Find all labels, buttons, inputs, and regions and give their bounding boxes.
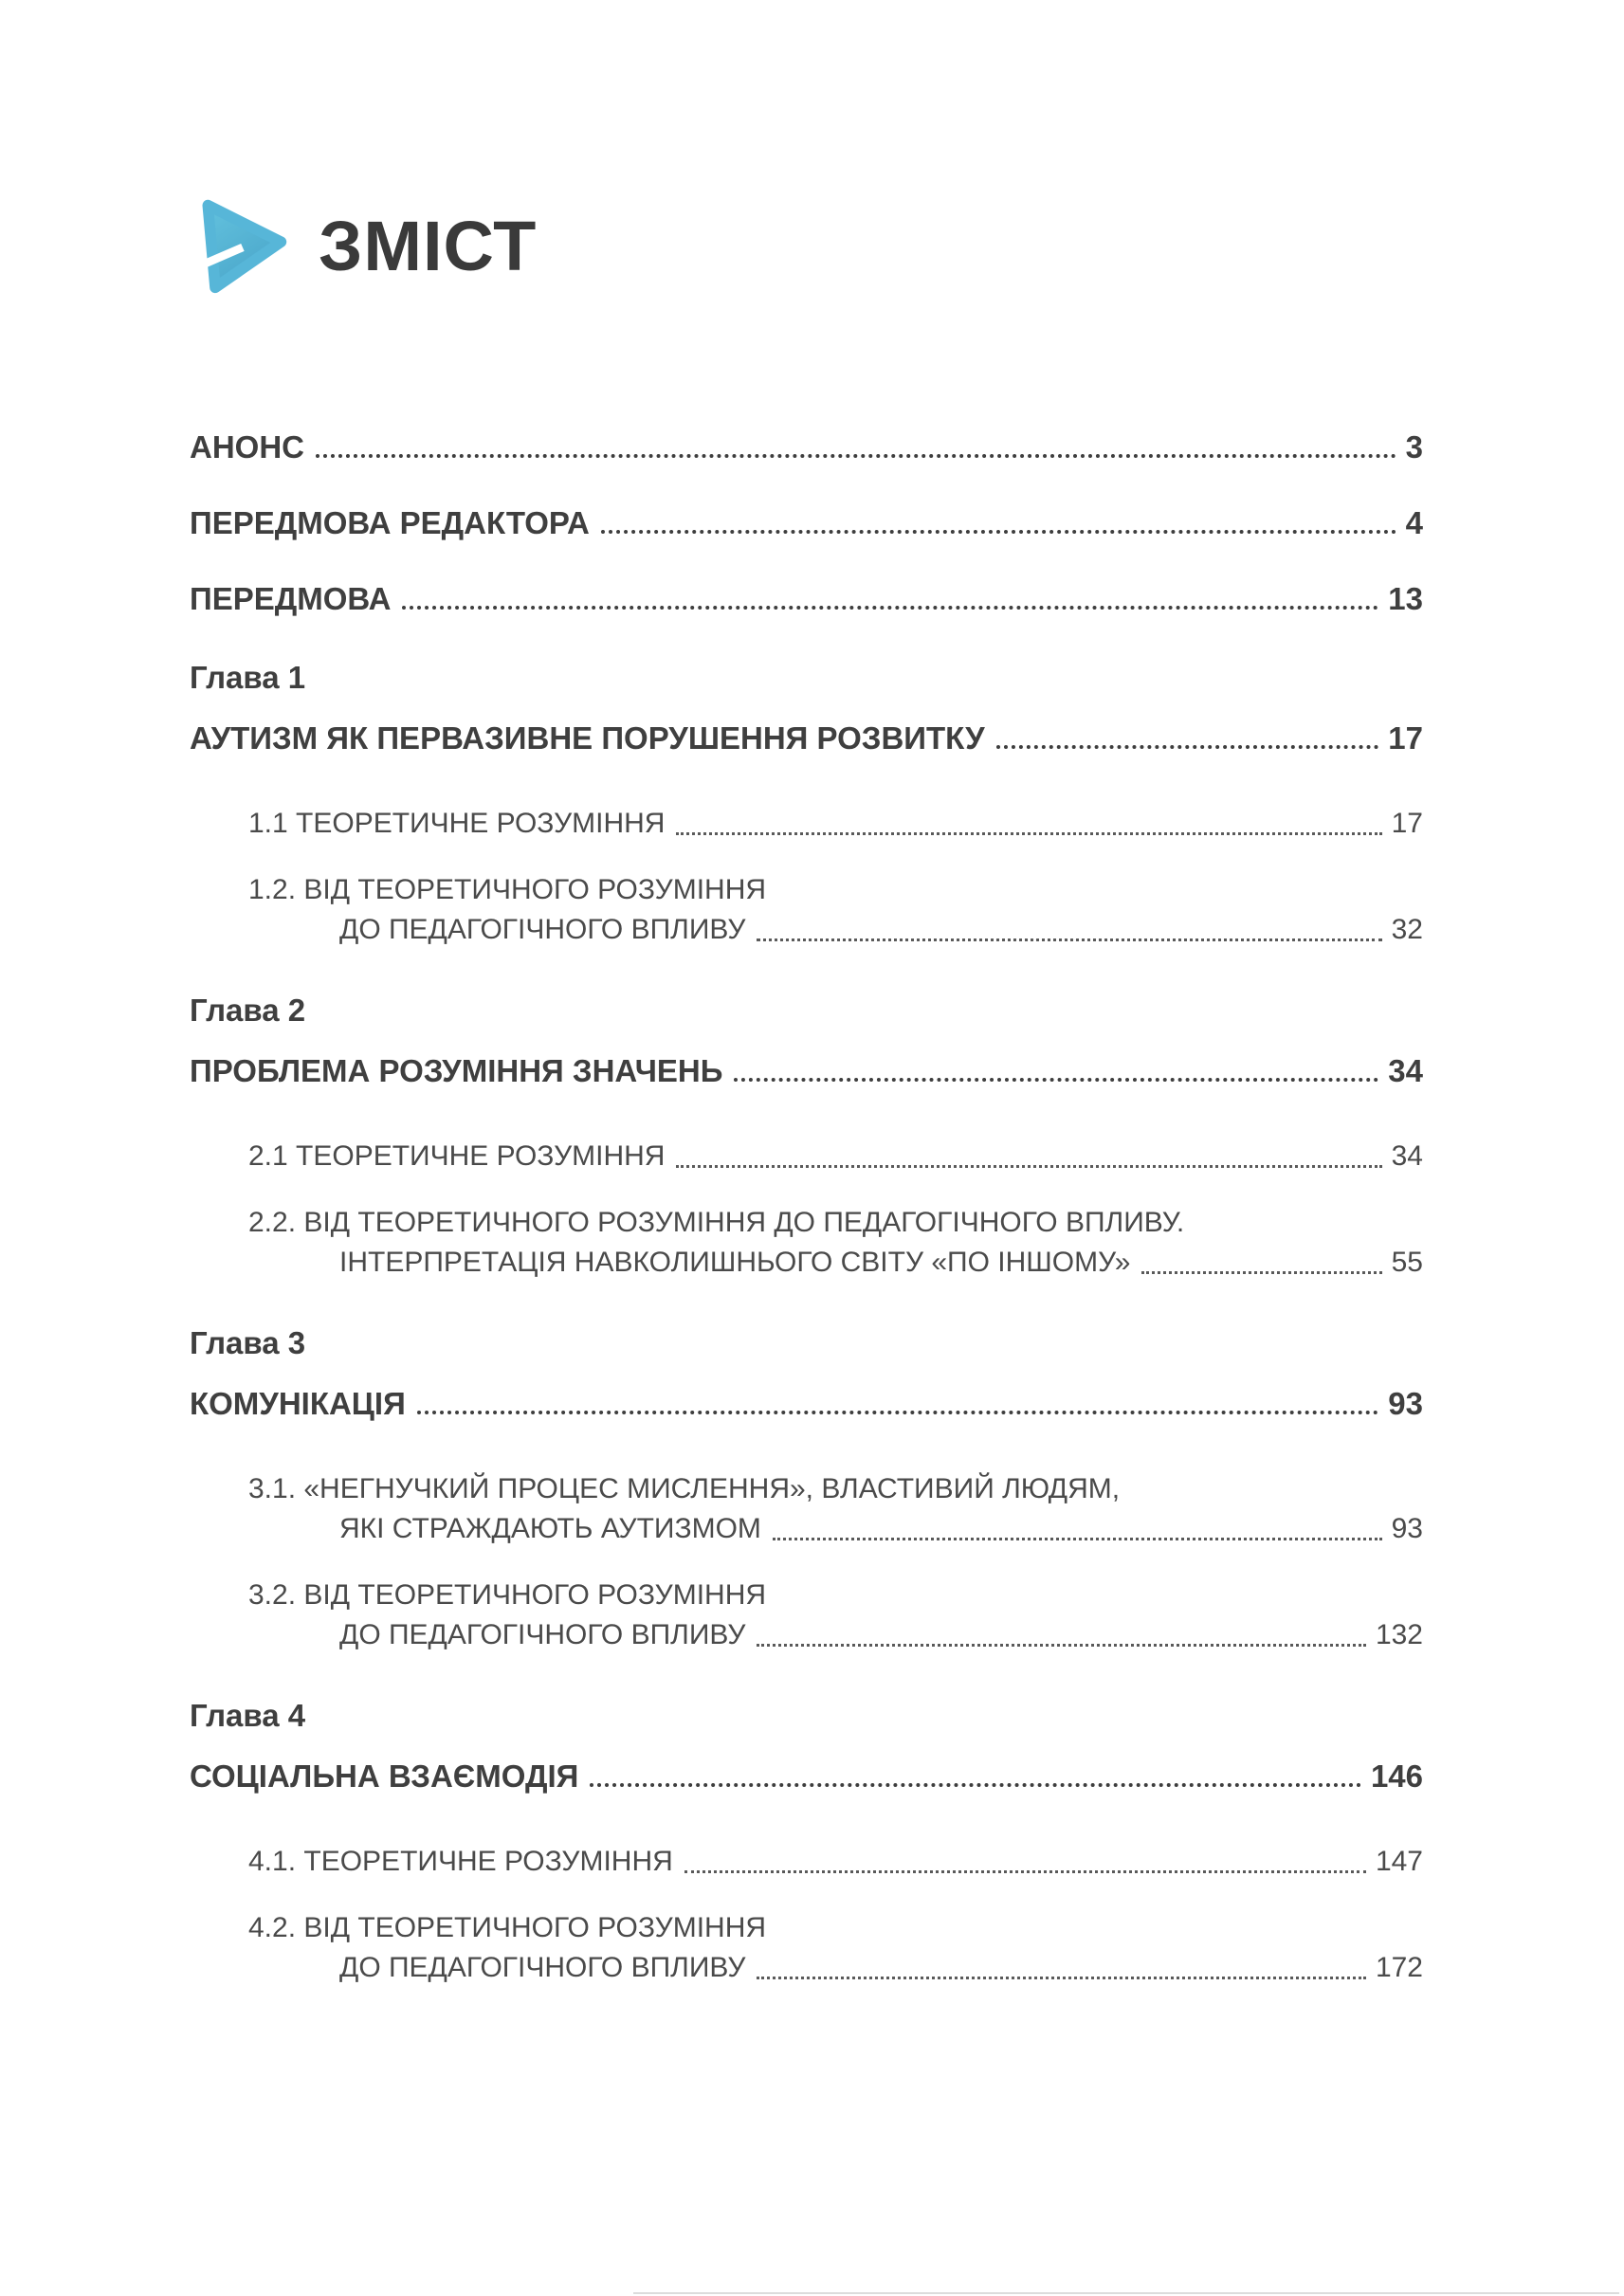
section-page: 132 [1375, 1618, 1423, 1650]
chapter-title: КОМУНІКАЦІЯ [190, 1385, 406, 1421]
chapter-block [190, 1698, 1423, 1988]
toc-entry [190, 429, 1423, 465]
section-label: ДО ПЕДАГОГІЧНОГО ВПЛИВУ [339, 913, 746, 945]
toc-section-row [248, 804, 1423, 844]
section-continuation-row [248, 1615, 1423, 1655]
dotted-leader [773, 1538, 1382, 1540]
chapter-block [190, 1325, 1423, 1655]
page-edge-line [633, 2292, 1619, 2294]
section-page: 93 [1391, 1512, 1423, 1544]
section-first-line: 2.2. ВІД ТЕОРЕТИЧНОГО РОЗУМІННЯ ДО ПЕДАГОГІЧНОГО ВПЛИВУ. [248, 1206, 1185, 1238]
section-first-line: 1.2. ВІД ТЕОРЕТИЧНОГО РОЗУМІННЯ [248, 873, 767, 905]
section-label: 4.1. ТЕОРЕТИЧНЕ РОЗУМІННЯ [248, 1845, 673, 1877]
chapter-label: Глава 4 [190, 1697, 306, 1733]
dotted-leader [676, 832, 1381, 835]
section-continuation-row [248, 1948, 1423, 1988]
section-label: ДО ПЕДАГОГІЧНОГО ВПЛИВУ [339, 1951, 746, 1983]
section-first-line: 4.2. ВІД ТЕОРЕТИЧНОГО РОЗУМІННЯ [248, 1911, 767, 1943]
toc-section-row [248, 1469, 1423, 1549]
chapter-title: АУТИЗМ ЯК ПЕРВАЗИВНЕ ПОРУШЕННЯ РОЗВИТКУ [190, 720, 985, 756]
section-page: 34 [1391, 1139, 1423, 1172]
chapter-title: ПРОБЛЕМА РОЗУМІННЯ ЗНАЧЕНЬ [190, 1052, 723, 1088]
toc-entry-page: 13 [1388, 580, 1423, 616]
toc-section-row [248, 1137, 1423, 1176]
dotted-leader [757, 1644, 1365, 1647]
dotted-leader [417, 1411, 1378, 1414]
section-page: 147 [1375, 1845, 1423, 1877]
chapter-page: 34 [1388, 1052, 1423, 1088]
chapter-label: Глава 2 [190, 992, 306, 1028]
chapter-page: 17 [1388, 720, 1423, 756]
dotted-leader [590, 1783, 1361, 1787]
chapter-page: 146 [1370, 1758, 1423, 1794]
page-title: ЗМІСТ [319, 206, 538, 285]
toc-entry-label: ПЕРЕДМОВА РЕДАКТОРА [190, 504, 590, 540]
toc-section-row [248, 1576, 1423, 1655]
toc-entry-page: 3 [1405, 429, 1423, 465]
toc-section-row [248, 1908, 1423, 1988]
toc-entry [190, 505, 1423, 541]
dotted-leader [757, 1977, 1365, 1979]
section-label: 2.1 ТЕОРЕТИЧНЕ РОЗУМІННЯ [248, 1139, 666, 1172]
toc-section-row [248, 1203, 1423, 1283]
section-page: 172 [1375, 1951, 1423, 1983]
chapter-title-row [190, 1758, 1423, 1795]
section-continuation-row [248, 1243, 1423, 1283]
chapter-label: Глава 3 [190, 1324, 306, 1360]
chapter-page: 93 [1388, 1385, 1423, 1421]
section-continuation-row [248, 910, 1423, 950]
toc-entry-label: АНОНС [190, 429, 304, 465]
dotted-leader [601, 530, 1396, 534]
table-of-contents [190, 429, 1423, 1988]
dotted-leader [676, 1165, 1381, 1168]
toc-entry-label: ПЕРЕДМОВА [190, 580, 392, 616]
chapter-title-row [190, 1386, 1423, 1422]
dotted-leader [316, 454, 1396, 458]
dotted-leader [996, 745, 1379, 749]
section-first-line: 3.2. ВІД ТЕОРЕТИЧНОГО РОЗУМІННЯ [248, 1578, 767, 1611]
chapter-title-row [190, 1053, 1423, 1089]
section-page: 55 [1391, 1246, 1423, 1278]
toc-entry [190, 581, 1423, 617]
section-page: 32 [1391, 913, 1423, 945]
chapter-title-row [190, 720, 1423, 756]
page-header [190, 194, 1423, 297]
chapter-block [190, 660, 1423, 950]
dotted-leader [734, 1078, 1378, 1082]
chapter-title: СОЦІАЛЬНА ВЗАЄМОДІЯ [190, 1758, 579, 1794]
dotted-leader [1141, 1271, 1381, 1274]
toc-section-row [248, 1842, 1423, 1882]
front-matter-block [190, 429, 1423, 617]
chapter-label: Глава 1 [190, 659, 306, 695]
section-label: ЯКІ СТРАЖДАЮТЬ АУТИЗМОМ [339, 1512, 761, 1544]
section-continuation-row [248, 1509, 1423, 1549]
dotted-leader [684, 1870, 1366, 1873]
section-label: ДО ПЕДАГОГІЧНОГО ВПЛИВУ [339, 1618, 746, 1650]
dotted-leader [757, 938, 1381, 941]
section-label: 1.1 ТЕОРЕТИЧНЕ РОЗУМІННЯ [248, 807, 666, 839]
toc-section-row [248, 870, 1423, 950]
toc-entry-page: 4 [1405, 504, 1423, 540]
section-page: 17 [1391, 807, 1423, 839]
section-label: ІНТЕРПРЕТАЦІЯ НАВКОЛИШНЬОГО СВІТУ «ПО ІНШОМУ» [339, 1246, 1131, 1278]
dotted-leader [402, 606, 1378, 610]
chapter-block [190, 993, 1423, 1283]
arrow-logo-icon [190, 194, 292, 297]
section-first-line: 3.1. «НЕГНУЧКИЙ ПРОЦЕС МИСЛЕННЯ», ВЛАСТИВИЙ ЛЮДЯМ, [248, 1472, 1121, 1504]
